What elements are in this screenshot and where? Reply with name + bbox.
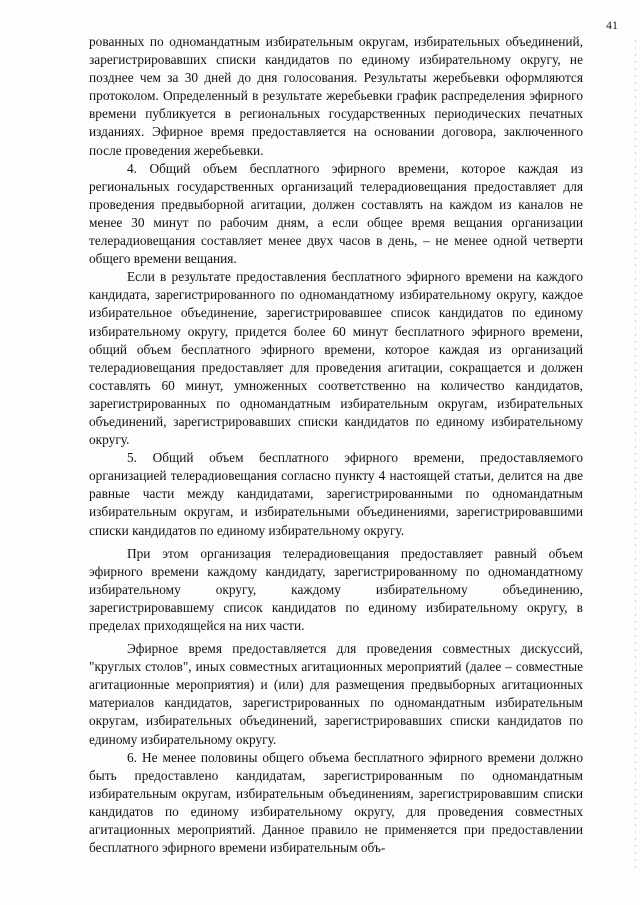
paragraph-time-limit: Если в результате предоставления бесплатного эфирного времени на каждого кандидата, зарегистрированного по одномандатному избирательному округу, каждое избирательное объединение, зарегистрировавшее список кандидатов по единому избирательному округу, придется более 60 минут бесплатного эфирного времени, общий объем бесплатного эфирного времени, которое каждая из организаций телерадиовещания предоставляет для проведения агитации, сокращается и должен составлять 60 минут, умноженных соответственно на количество кандидатов, зарегистрированных по одномандатным избирательным округам, избирательных объединений, зарегистрировавших списки кандидатов по единому избирательному округу. (89, 269, 583, 448)
paragraph-item-5: 5. Общий объем бесплатного эфирного времени, предоставляемого организацией телерадиовещания согласно пункту 4 настоящей статьи, делится на две равные части между кандидатами, зарегистрированными по одномандатным избирательным округам, и избирательными объединениями, зарегистрировавшими списки кандидатов по единому избирательному округу. (89, 450, 583, 538)
paragraph-joint-events: Эфирное время предоставляется для проведения совместных дискуссий, "круглых столов", иных совместных агитационных мероприятий (далее – совместные агитационные мероприятия) и (или) для размещения предвыборных агитационных материалов кандидатов, зарегистрированных по одномандатным избирательным округам, избирательных объединений, зарегистрировавших списки кандидатов по единому избирательному округу. (89, 641, 583, 747)
page-number: 41 (606, 18, 618, 32)
paragraph-item-6: 6. Не менее половины общего объема бесплатного эфирного времени должно быть предоставлено кандидатам, зарегистрированным по одномандатным избирательным округам, избирательным объединениям, зарегистрировавшим списки кандидатов по единому избирательному округу, для проведения совместных агитационных мероприятий. Данное правило не применяется при предоставлении бесплатного эфирного времени избирательным объ- (89, 749, 583, 856)
paragraph-item-4: 4. Общий объем бесплатного эфирного времени, которое каждая из региональных государственных организаций телерадиовещания предоставляет для проведения предвыборной агитации, должен составлять на каждом из каналов не менее 30 минут по рабочим дням, а если общее время вещания организации телерадиовещания составляет менее двух часов в день, – не менее одной четверти общего времени вещания. (89, 160, 583, 267)
paragraph-continuation: рованных по одномандатным избирательным округам, избирательных объединений, зарегистрировавших списки кандидатов по единому избирательному округу, не позднее чем за 30 дней до дня голосования. Результаты жеребьевки оформляются протоколом. Определенный в результате жеребьевки график распределения эфирного времени публикуется в региональных государственных периодических печатных изданиях. Эфирное время предоставляется на основании договора, заключенного после проведения жеребьевки. (89, 34, 583, 158)
scan-edge-mark (635, 40, 636, 870)
document-body (89, 33, 583, 857)
paragraph-equal-time: При этом организация телерадиовещания предоставляет равный объем эфирного времени каждому кандидату, зарегистрированному по одномандатному избирательному округу, каждому избирательному объединению, зарегистрировавшему список кандидатов по единому избирательному округу, в пределах приходящейся на них части. (89, 545, 583, 633)
